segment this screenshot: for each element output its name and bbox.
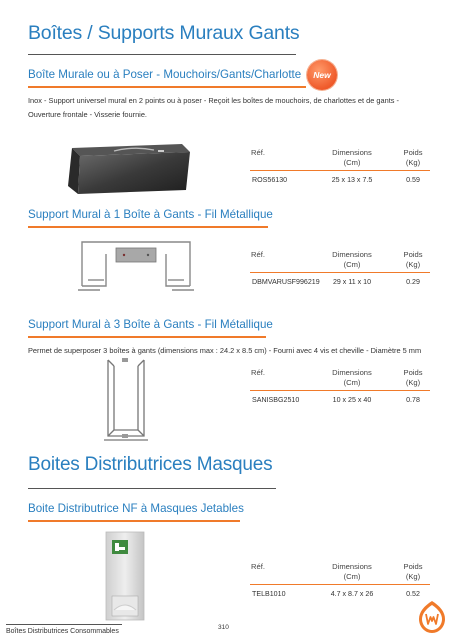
section-description-1: Inox - Support universel mural en 2 points ou à poser - Reçoit les boîtes de mouchoirs, de charlottes et de gants - Ouverture frontale - Visserie fournie. <box>28 96 399 119</box>
weight-value-4: 0.52 <box>406 590 420 598</box>
spec-rule-3 <box>250 390 430 391</box>
triple-wire-rack-image <box>100 356 150 442</box>
brand-logo-icon <box>418 600 446 634</box>
section-title-1: Boîte Murale ou à Poser - Mouchoirs/Gants/Charlotte <box>28 68 302 81</box>
dimensions-header-4: Dimensions (Cm) <box>332 562 372 581</box>
page-title-2: Boites Distributrices Masques <box>28 454 273 475</box>
ref-value-4: TELB1010 <box>252 590 286 598</box>
dimensions-header-1: Dimensions (Cm) <box>332 148 372 167</box>
ref-header-2: Réf. <box>251 250 265 259</box>
ref-header-3: Réf. <box>251 368 265 377</box>
dimensions-value-3: 10 x 25 x 40 <box>332 396 372 404</box>
section-rule-4 <box>28 520 240 522</box>
section-rule-2 <box>28 226 268 228</box>
ref-value-3: SANISBG2510 <box>252 396 300 404</box>
weight-header-1: Poids (Kg) <box>403 148 423 167</box>
ref-header-1: Réf. <box>251 148 265 157</box>
dimensions-header-3: Dimensions (Cm) <box>332 368 372 387</box>
section-title-2: Support Mural à 1 Boîte à Gants - Fil Métallique <box>28 208 273 221</box>
wire-holder-image <box>76 234 196 296</box>
spec-rule-2 <box>250 272 430 273</box>
section-description-3: Permet de superposer 3 boîtes à gants (dimensions max : 24.2 x 8.5 cm) - Fourni avec 4 vis et cheville - Diamètre 5 mm <box>28 346 422 355</box>
page-title: Boîtes / Supports Muraux Gants <box>28 22 300 44</box>
page-title-rule <box>28 54 296 55</box>
weight-header-3: Poids (Kg) <box>403 368 423 387</box>
dimensions-value-4: 4.7 x 8.7 x 26 <box>330 590 374 598</box>
ref-header-4: Réf. <box>251 562 265 571</box>
dimensions-value-1: 25 x 13 x 7.5 <box>331 176 373 184</box>
mask-dispenser-image <box>104 530 146 622</box>
page-title-2-rule <box>28 488 276 489</box>
section-title-3: Support Mural à 3 Boîte à Gants - Fil Métallique <box>28 318 273 331</box>
page-number: 310 <box>218 624 229 631</box>
weight-header-4: Poids (Kg) <box>403 562 423 581</box>
section-title-4: Boite Distributrice NF à Masques Jetables <box>28 502 244 515</box>
ref-value-2: DBMVARUSF996219 <box>252 278 320 286</box>
ref-value-1: ROS56130 <box>252 176 288 184</box>
weight-value-1: 0.59 <box>406 176 420 184</box>
section-rule-3 <box>28 336 266 338</box>
new-badge: New <box>307 60 337 90</box>
footer-rule <box>6 624 122 625</box>
dimensions-header-2: Dimensions (Cm) <box>332 250 372 269</box>
tissue-box-image <box>62 138 192 198</box>
spec-rule-1 <box>250 170 430 171</box>
spec-rule-4 <box>250 584 430 585</box>
dimensions-value-2: 29 x 11 x 10 <box>332 278 372 286</box>
weight-value-2: 0.29 <box>406 278 420 286</box>
weight-header-2: Poids (Kg) <box>403 250 423 269</box>
section-rule-1 <box>28 86 306 88</box>
weight-value-3: 0.78 <box>406 396 420 404</box>
footer-label: Boîtes Distributrices Consommables <box>6 628 119 635</box>
